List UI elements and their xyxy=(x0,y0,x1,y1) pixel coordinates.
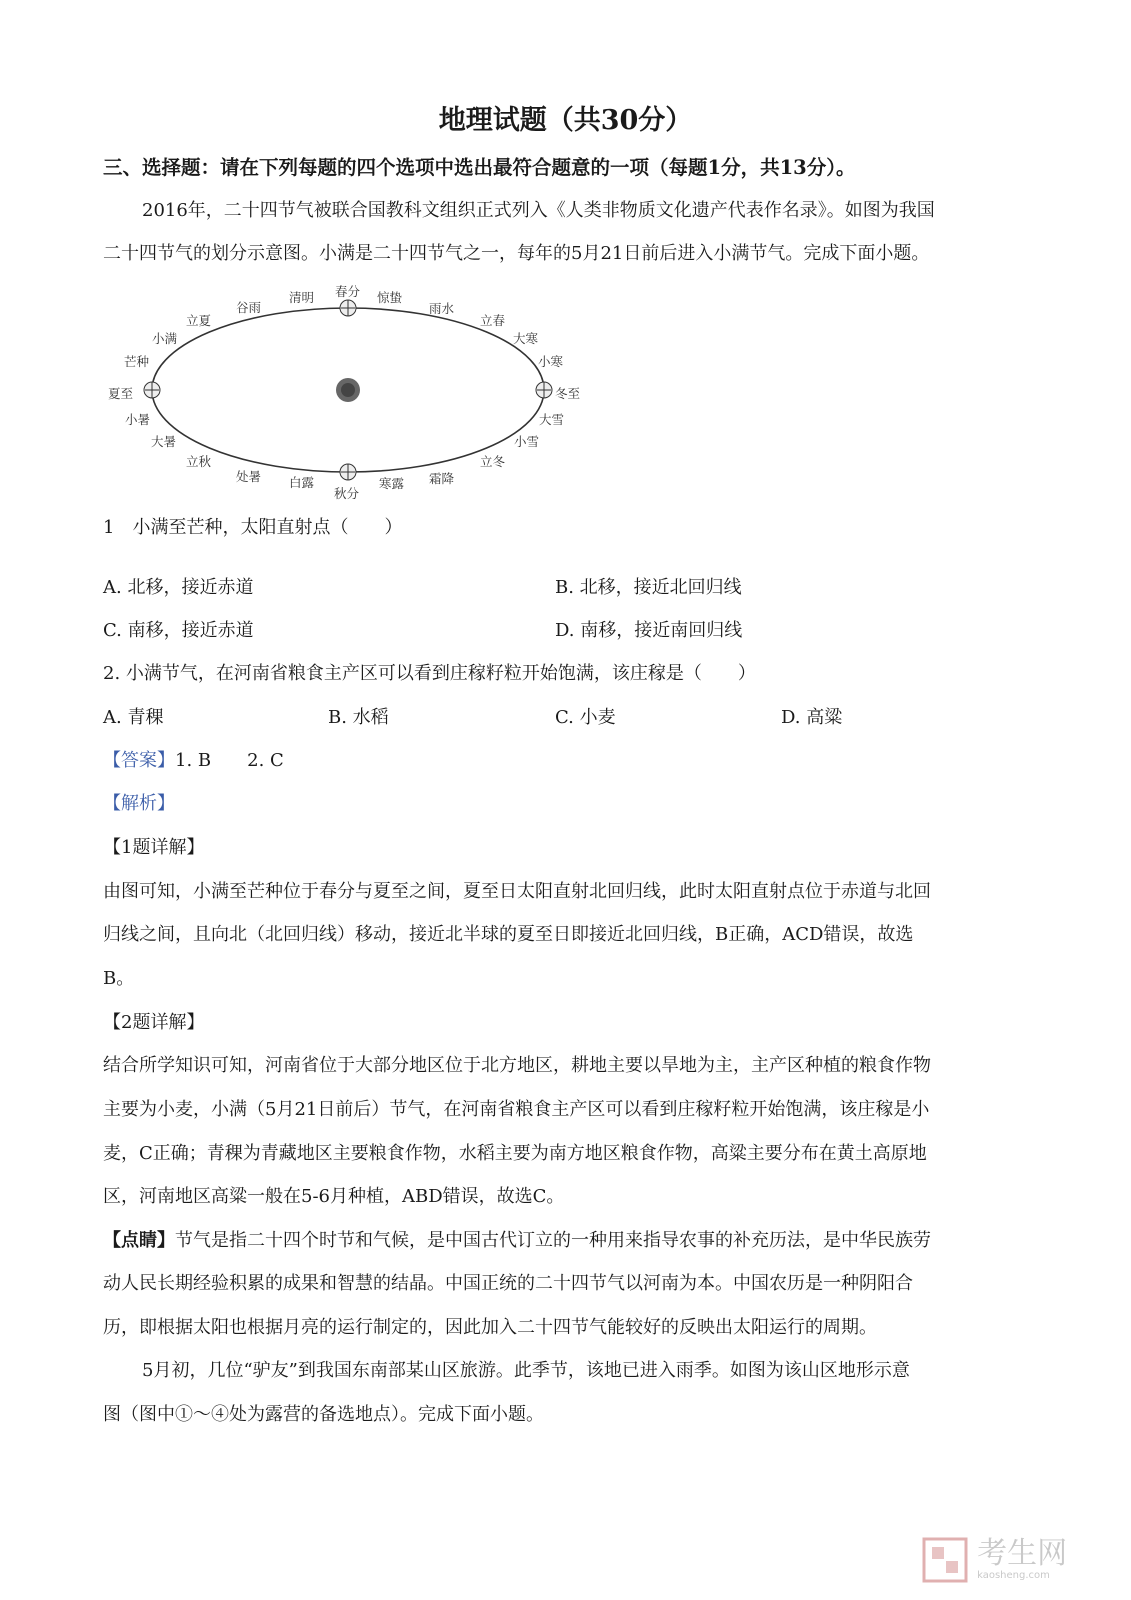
q2-option-d[interactable]: D. 高粱 xyxy=(781,707,843,728)
term-label: 小满 xyxy=(152,331,178,346)
detail2-tag: 【2题详解】 xyxy=(103,1012,205,1033)
intro1-line2: 二十四节气的划分示意图。小满是二十四节气之一，每年的5月21日前后进入小满节气。完成下面小题。 xyxy=(103,243,930,264)
earth-winter-solstice-icon xyxy=(536,382,552,398)
term-label: 立春 xyxy=(480,313,506,328)
term-label: 大暑 xyxy=(151,434,177,449)
pointer-tag: 【点睛】 xyxy=(103,1230,175,1251)
intro2-line2: 图（图中①～④处为露营的备选地点）。完成下面小题。 xyxy=(103,1404,544,1425)
term-label: 惊蛰 xyxy=(377,290,403,305)
q1-option-a[interactable]: A. 北移，接近赤道 xyxy=(103,577,254,598)
answer-line xyxy=(103,738,284,783)
detail2-line: 结合所学知识可知，河南省位于大部分地区位于北方地区，耕地主要以旱地为主，主产区种植的粮食作物 xyxy=(103,1055,931,1076)
q1-option-c[interactable]: C. 南移，接近赤道 xyxy=(103,620,254,641)
term-label: 寒露 xyxy=(379,476,405,491)
term-label: 白露 xyxy=(289,475,315,490)
term-label: 小寒 xyxy=(538,354,564,369)
term-label: 小暑 xyxy=(125,412,151,427)
earth-summer-solstice-icon xyxy=(144,382,160,398)
term-label: 夏至 xyxy=(108,386,134,401)
detail2-line: 麦，C正确；青稞为青藏地区主要粮食作物，水稻主要为南方地区粮食作物，高粱主要分布在黄土高原地 xyxy=(103,1143,927,1164)
solar-terms-diagram xyxy=(105,280,595,500)
term-label: 立冬 xyxy=(480,454,506,469)
section-heading: 三、选择题：请在下列每题的四个选项中选出最符合题意的一项（每题1分，共13分）。 xyxy=(103,156,856,179)
term-label: 秋分 xyxy=(334,486,360,500)
term-label: 大雪 xyxy=(539,412,565,427)
pointer-line1 xyxy=(103,1218,931,1263)
detail1-line: B。 xyxy=(103,968,135,989)
intro1-line1: 2016年，二十四节气被联合国教科文组织正式列入《人类非物质文化遗产代表作名录》。如图为我国 xyxy=(142,200,935,221)
q1-stem: 1 小满至芒种，太阳直射点（ ） xyxy=(103,517,403,538)
q2-option-b[interactable]: B. 水稻 xyxy=(328,707,389,728)
q1-option-d[interactable]: D. 南移，接近南回归线 xyxy=(555,620,743,641)
pointer-line3: 历，即根据太阳也根据月亮的运行制定的，因此加入二十四节气能较好的反映出太阳运行的周期。 xyxy=(103,1317,877,1338)
q1-option-b[interactable]: B. 北移，接近北回归线 xyxy=(555,577,742,598)
term-label: 霜降 xyxy=(429,471,455,486)
term-label: 清明 xyxy=(289,290,315,305)
term-label: 小雪 xyxy=(514,434,540,449)
term-label: 春分 xyxy=(335,284,361,299)
detail2-line: 主要为小麦，小满（5月21日前后）节气，在河南省粮食主产区可以看到庄稼籽粒开始饱满，该庄稼是小 xyxy=(103,1099,930,1120)
intro2-line1: 5月初，几位“驴友”到我国东南部某山区旅游。此季节，该地已进入雨季。如图为该山区地形示意 xyxy=(142,1360,910,1381)
detail1-line: 由图可知，小满至芒种位于春分与夏至之间，夏至日太阳直射北回归线，此时太阳直射点位于赤道与北回 xyxy=(103,881,931,902)
detail1-line: 归线之间，且向北（北回归线）移动，接近北半球的夏至日即接近北回归线，B正确，ACD错误，故选 xyxy=(103,924,914,945)
term-label: 处暑 xyxy=(236,469,262,484)
detail1-tag: 【1题详解】 xyxy=(103,837,205,858)
analysis-tag: 【解析】 xyxy=(103,793,175,814)
term-label: 芒种 xyxy=(124,354,150,369)
q2-option-a[interactable]: A. 青稞 xyxy=(103,707,164,728)
term-label: 冬至 xyxy=(555,386,581,401)
watermark xyxy=(922,1537,1067,1583)
watermark-logo-icon xyxy=(922,1537,968,1583)
term-label: 大寒 xyxy=(513,331,539,346)
term-label: 立夏 xyxy=(186,313,212,328)
detail2-line: 区，河南地区高粱一般在5-6月种植，ABD错误，故选C。 xyxy=(103,1186,565,1207)
pointer-text: 节气是指二十四个时节和气候，是中国古代订立的一种用来指导农事的补充历法，是中华民族劳 xyxy=(175,1230,931,1251)
term-label: 立秋 xyxy=(186,454,212,469)
answer-tag: 【答案】 xyxy=(103,750,175,771)
earth-autumn-equinox-icon xyxy=(340,464,356,480)
q2-stem: 2. 小满节气，在河南省粮食主产区可以看到庄稼籽粒开始饱满，该庄稼是（ ） xyxy=(103,663,756,684)
answer-text: 1. B 2. C xyxy=(175,750,284,771)
watermark-text: 考生网 xyxy=(977,1536,1068,1571)
term-label: 雨水 xyxy=(429,301,455,316)
pointer-line2: 动人民长期经验积累的成果和智慧的结晶。中国正统的二十四节气以河南为本。中国农历是一种阴阳合 xyxy=(103,1273,913,1294)
page-title: 地理试题（共30分） xyxy=(438,105,693,136)
term-label: 谷雨 xyxy=(236,300,262,315)
q2-option-c[interactable]: C. 小麦 xyxy=(555,707,616,728)
earth-spring-equinox-icon xyxy=(340,300,356,316)
watermark-sub: kaosheng.com xyxy=(977,1570,1050,1581)
